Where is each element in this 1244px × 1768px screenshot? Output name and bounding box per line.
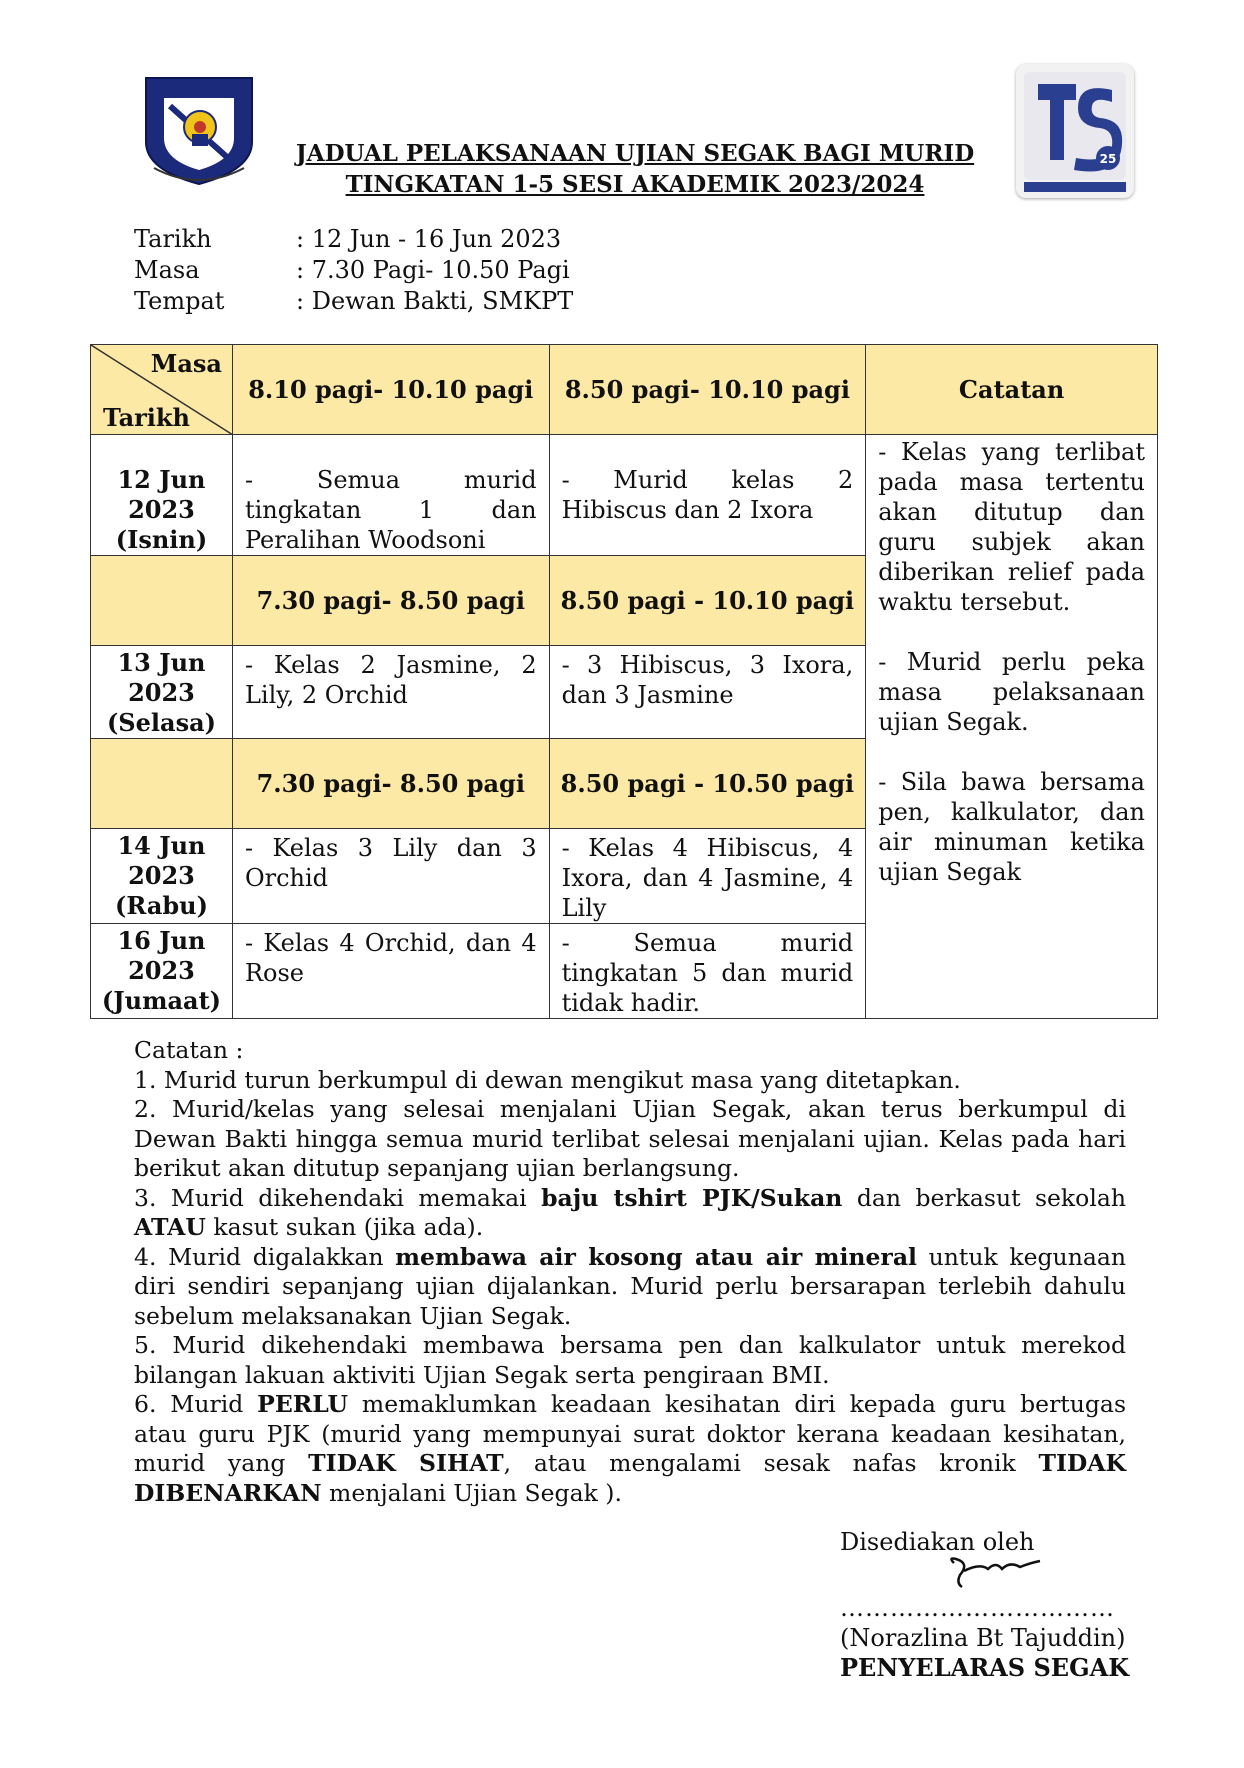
text-run: memaklumkan keadaan kesihatan diri kepada guru bertugas atau guru PJK (murid yang mempunyai surat doktor kerana keadaan kesihatan, murid yang (134, 1390, 1126, 1477)
notes-cell (866, 435, 1158, 1019)
catatan-item: 2. Murid/kelas yang selesai menjalani Ujian Segak, akan terus berkumpul di Dewan Bakti hingga semua murid terlibat selesai menjalani ujian. Kelas pada hari berikut akan ditutup sepanjang ujian berlangsung. (134, 1095, 1126, 1182)
date-weekday: (Isnin) (115, 525, 208, 554)
date-year: 2023 (128, 861, 195, 890)
signer-role: PENYELARAS SEGAK (840, 1653, 1130, 1682)
corner-header-cell (91, 345, 233, 435)
svg-text:25: 25 (1099, 152, 1117, 166)
date-cell (91, 924, 233, 1019)
date-day: 12 Jun (117, 465, 206, 494)
meta-row-tempat (134, 286, 573, 317)
time-header: 7.30 pagi- 8.50 pagi (232, 556, 549, 646)
signature-block (840, 1527, 1129, 1683)
text-run: 6. Murid (134, 1390, 258, 1418)
date-weekday: (Rabu) (114, 891, 208, 920)
date-year: 2023 (128, 956, 195, 985)
catatan-item (134, 1243, 1126, 1332)
meta-row-masa (134, 255, 573, 286)
text-run: 3. Murid dikehendaki memakai (134, 1183, 542, 1212)
schedule-cell: - Kelas 2 Jasmine, 2 Lily, 2 Orchid (232, 646, 549, 739)
text-run: 4. Murid digalakkan (134, 1242, 396, 1271)
catatan-item: 5. Murid dikehendaki membawa bersama pen dan kalkulator untuk merekod bilangan lakuan aktiviti Ujian Segak serta pengiraan BMI. (134, 1331, 1126, 1389)
bold-text: PERLU (257, 1390, 349, 1418)
prepared-by-label: Disediakan oleh (840, 1528, 1035, 1556)
schedule-cell: - Kelas 3 Lily dan 3 Orchid (232, 829, 549, 924)
time-header: 8.50 pagi- 10.10 pagi (549, 345, 866, 435)
catatan-item (134, 1390, 1126, 1508)
meta-key: Masa (134, 256, 200, 284)
table-header-row (91, 345, 1158, 435)
handwritten-signature (840, 1557, 1129, 1593)
bold-text: TIDAK DIBENARKAN (134, 1449, 1126, 1507)
bold-text: baju tshirt PJK/Sukan (541, 1183, 843, 1212)
schedule-table (90, 344, 1158, 1019)
date-year: 2023 (128, 678, 195, 707)
bold-text: ATAU (134, 1213, 206, 1241)
note-item: - Sila bawa bersama pen, kalkulator, dan air minuman ketika ujian Segak (878, 768, 1145, 886)
school-crest-logo (140, 72, 258, 192)
text-run: dan berkasut sekolah (842, 1183, 1126, 1212)
meta-value: : 12 Jun - 16 Jun 2023 (296, 225, 562, 253)
date-day: 14 Jun (117, 831, 206, 860)
bold-text: TIDAK SIHAT (308, 1449, 504, 1477)
meta-row-tarikh (134, 224, 573, 255)
notes-header: Catatan (866, 345, 1158, 435)
time-header: 7.30 pagi- 8.50 pagi (232, 739, 549, 829)
text-run: , atau mengalami sesak nafas kronik (503, 1449, 1039, 1477)
note-item: - Kelas yang terlibat pada masa tertentu akan ditutup dan guru subjek akan diberikan relief pada waktu tersebut. (878, 438, 1145, 616)
table-row (91, 435, 1158, 556)
time-header: 8.50 pagi - 10.10 pagi (549, 556, 866, 646)
text-run: kasut sukan (jika ada). (205, 1213, 484, 1241)
signature-line: …………………………… (840, 1594, 1115, 1622)
note-item: - Murid perlu peka masa pelaksanaan ujian Segak. (878, 648, 1145, 736)
catatan-heading: Catatan : (134, 1036, 244, 1064)
meta-value: : 7.30 Pagi- 10.50 Pagi (296, 256, 570, 284)
schedule-cell: - Kelas 4 Orchid, dan 4 Rose (232, 924, 549, 1019)
date-day: 13 Jun (117, 648, 206, 677)
date-day: 16 Jun (117, 926, 206, 955)
catatan-section (134, 1036, 1126, 1508)
date-year: 2023 (128, 495, 195, 524)
meta-value: : Dewan Bakti, SMKPT (296, 287, 574, 315)
empty-header-cell (91, 739, 233, 829)
signer-name: (Norazlina Bt Tajuddin) (840, 1624, 1126, 1652)
schedule-cell: - Semua murid tingkatan 1 dan Peralihan Woodsoni (232, 435, 549, 556)
date-weekday: (Jumaat) (101, 986, 222, 1015)
schedule-cell: - Murid kelas 2 Hibiscus dan 2 Ixora (549, 435, 866, 556)
document-title (270, 138, 1000, 200)
title-line-2: TINGKATAN 1-5 SESI AKADEMIK 2023/2024 (345, 171, 925, 198)
text-run: menjalani Ujian Segak ). (321, 1478, 622, 1507)
title-line-1: JADUAL PELAKSANAAN UJIAN SEGAK BAGI MURID (295, 140, 975, 167)
schedule-cell: - Kelas 4 Hibiscus, 4 Ixora, dan 4 Jasmine, 4 Lily (549, 829, 866, 924)
corner-masa-label: Masa (150, 349, 222, 378)
date-weekday: (Selasa) (106, 708, 216, 737)
corner-tarikh-label: Tarikh (103, 403, 190, 432)
meta-key: Tempat (134, 287, 225, 315)
schedule-cell: - Semua murid tingkatan 5 dan murid tidak hadir. (549, 924, 866, 1019)
catatan-item (134, 1184, 1126, 1243)
time-header: 8.10 pagi- 10.10 pagi (232, 345, 549, 435)
bold-text: membawa air kosong atau air mineral (395, 1242, 917, 1271)
date-cell (91, 435, 233, 556)
date-cell (91, 829, 233, 924)
date-cell (91, 646, 233, 739)
empty-header-cell (91, 556, 233, 646)
meta-info (134, 224, 573, 317)
ts25-logo (1016, 64, 1134, 198)
time-header: 8.50 pagi - 10.50 pagi (549, 739, 866, 829)
meta-key: Tarikh (134, 225, 212, 253)
catatan-item: 1. Murid turun berkumpul di dewan mengikut masa yang ditetapkan. (134, 1065, 961, 1094)
schedule-cell: - 3 Hibiscus, 3 Ixora, dan 3 Jasmine (549, 646, 866, 739)
text-run: untuk kegunaan diri sendiri sepanjang ujian dijalankan. Murid perlu bersarapan terlebih dahulu sebelum melaksanakan Ujian Segak. (134, 1242, 1126, 1330)
